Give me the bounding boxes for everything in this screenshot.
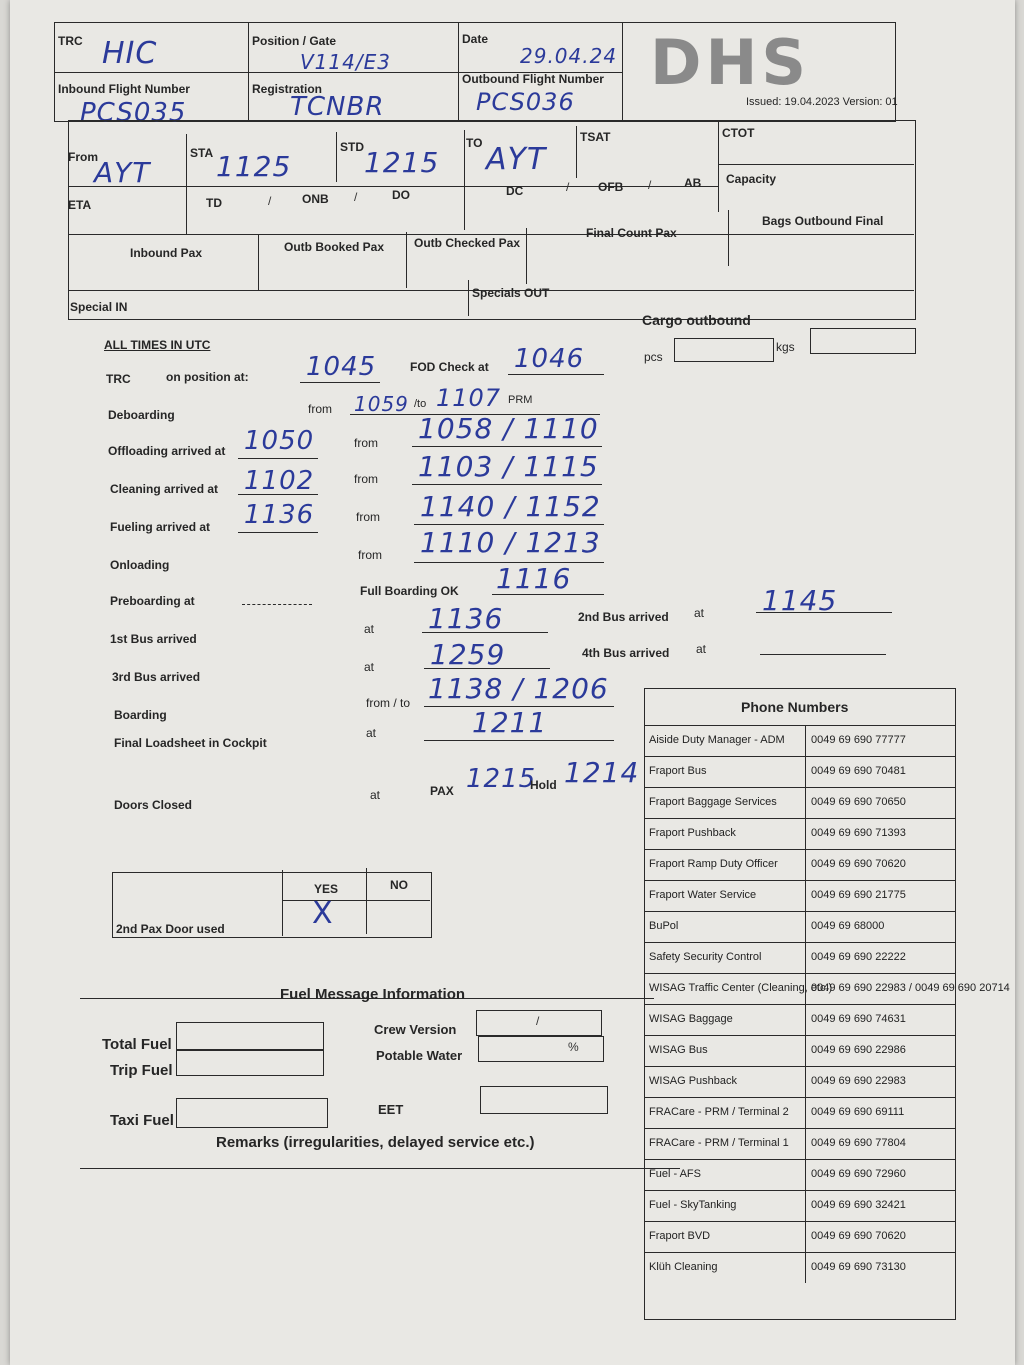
phone-column-divider — [805, 1160, 806, 1190]
phone-contact-number: 0049 69 690 70481 — [811, 765, 906, 777]
phone-column-divider — [805, 1098, 806, 1128]
phone-column-divider — [805, 881, 806, 911]
phone-column-divider — [805, 819, 806, 849]
inbound-pax-label: Inbound Pax — [130, 246, 202, 260]
potable-water-box[interactable] — [478, 1036, 604, 1062]
cleaning-value: 1102 — [244, 466, 315, 496]
pax-value: 1215 — [466, 764, 537, 794]
phone-row — [645, 756, 955, 787]
phone-row — [645, 1190, 955, 1221]
from-label: From — [68, 150, 98, 164]
on-position-label: on position at: — [166, 370, 249, 384]
phone-contact-name: Fraport BVD — [649, 1230, 711, 1242]
all-times-label: ALL TIMES IN UTC — [104, 338, 211, 352]
pax-door-yes-mark[interactable]: X — [312, 896, 334, 931]
phone-row — [645, 1035, 955, 1066]
hold-value: 1214 — [564, 756, 640, 789]
phone-contact-name: Safety Security Control — [649, 951, 762, 963]
deboarding-from-value: 1059 — [354, 392, 409, 416]
phone-column-divider — [805, 1253, 806, 1283]
to-label: TO — [466, 136, 483, 150]
trip-fuel-label: Trip Fuel — [110, 1062, 173, 1079]
dhs-logo: DHS — [650, 26, 811, 99]
phone-row — [645, 973, 1010, 1004]
fueling-from-label: from — [356, 510, 380, 524]
phone-contact-name: WISAG Bus — [649, 1044, 708, 1056]
phone-contact-number: 0049 69 690 32421 — [811, 1199, 906, 1211]
from-value: AYT — [94, 156, 151, 189]
eet-label: EET — [378, 1102, 404, 1117]
phone-contact-name: FRACare - PRM / Terminal 1 — [649, 1137, 789, 1149]
boarding-from-to-label: from / to — [366, 696, 411, 710]
capacity-label: Capacity — [726, 172, 777, 186]
phone-column-divider — [805, 1067, 806, 1097]
onb-label: ONB — [302, 192, 329, 206]
phone-contact-number: 0049 69 690 73130 — [811, 1261, 906, 1273]
std-value: 1215 — [364, 146, 440, 179]
phone-row — [645, 1097, 955, 1128]
phone-contact-number: 0049 69 690 70620 — [811, 858, 906, 870]
phone-row — [645, 880, 955, 911]
fod-value: 1046 — [514, 344, 585, 374]
cargo-pcs-box[interactable] — [674, 338, 774, 362]
phone-title: Phone Numbers — [741, 699, 849, 715]
phone-contact-name: Fraport Pushback — [649, 827, 736, 839]
fueling-label: Fueling arrived at — [110, 520, 211, 534]
loadsheet-at-label: at — [366, 726, 377, 740]
offloading-range: 1058 / 1110 — [418, 412, 599, 445]
trc-label: TRC — [58, 34, 83, 48]
issued-version: Issued: 19.04.2023 Version: 01 — [746, 96, 898, 108]
pax-door-label: 2nd Pax Door used — [116, 922, 225, 936]
phone-contact-number: 0049 69 690 72960 — [811, 1168, 906, 1180]
fueling-value: 1136 — [244, 500, 315, 530]
handling-form — [10, 0, 1015, 1365]
full-boarding-value: 1116 — [496, 562, 572, 595]
trc-value: HIC — [102, 36, 158, 71]
sta-value: 1125 — [216, 150, 292, 183]
phone-row — [645, 787, 955, 818]
date-value: 29.04.24 — [520, 44, 618, 68]
crew-version-label: Crew Version — [374, 1022, 457, 1037]
phone-contact-number: 0049 69 690 77777 — [811, 734, 906, 746]
crew-version-slash: / — [536, 1014, 540, 1028]
phone-contact-name: WISAG Baggage — [649, 1013, 733, 1025]
phone-contact-name: Fraport Ramp Duty Officer — [649, 858, 778, 870]
tsat-label: TSAT — [580, 130, 611, 144]
phone-row — [645, 849, 955, 880]
kgs-label: kgs — [776, 340, 795, 354]
registration-value: TCNBR — [290, 92, 385, 122]
pax-door-yes-label: YES — [314, 882, 339, 896]
phone-contact-number: 0049 69 690 74631 — [811, 1013, 906, 1025]
special-in-label: Special IN — [70, 300, 128, 314]
phone-contact-number: 0049 69 690 22983 / 0049 69 690 20714 — [811, 982, 1010, 994]
potable-water-percent: % — [568, 1040, 579, 1054]
phone-contact-number: 0049 69 690 22222 — [811, 951, 906, 963]
bus2-value: 1145 — [762, 584, 838, 617]
cleaning-range: 1103 / 1115 — [418, 450, 599, 483]
eet-box[interactable] — [480, 1086, 608, 1114]
sta-label: STA — [190, 146, 214, 160]
phone-contact-number: 0049 69 68000 — [811, 920, 885, 932]
ofb-label: OFB — [598, 180, 624, 194]
phone-row — [645, 1004, 955, 1035]
bus2-label: 2nd Bus arrived — [578, 610, 669, 624]
slash-td: / — [268, 194, 272, 208]
deboarding-to-value: 1107 — [436, 384, 502, 412]
final-count-label: Final Count Pax — [586, 226, 677, 240]
pcs-label: pcs — [644, 350, 663, 364]
offloading-value: 1050 — [244, 426, 315, 456]
phone-column-divider — [805, 1191, 806, 1221]
on-position-value: 1045 — [306, 352, 377, 382]
std-label: STD — [340, 140, 364, 154]
onloading-label: Onloading — [110, 558, 170, 572]
phone-row — [645, 1066, 955, 1097]
hold-label: Hold — [530, 778, 557, 792]
phone-contact-name: FRACare - PRM / Terminal 2 — [649, 1106, 789, 1118]
phone-row — [645, 1159, 955, 1190]
phone-row — [645, 1221, 955, 1252]
phone-contact-name: Fraport Water Service — [649, 889, 757, 901]
remarks-label: Remarks (irregularities, delayed service etc.) — [216, 1134, 535, 1151]
bus3-label: 3rd Bus arrived — [112, 670, 201, 684]
ctot-label: CTOT — [722, 126, 755, 140]
onloading-range: 1110 / 1213 — [420, 526, 601, 559]
phone-contact-name: Fuel - SkyTanking — [649, 1199, 737, 1211]
phone-contact-name: BuPol — [649, 920, 679, 932]
phone-row — [645, 725, 955, 756]
offloading-label: Offloading arrived at — [108, 444, 226, 458]
potable-water-label: Potable Water — [376, 1048, 463, 1063]
phone-row — [645, 818, 955, 849]
position-value: V114/E3 — [300, 50, 391, 74]
boarding-value: 1138 / 1206 — [428, 672, 609, 705]
position-label: Position / Gate — [252, 34, 337, 48]
eta-label: ETA — [68, 198, 92, 212]
bags-outbound-label: Bags Outbound Final — [762, 214, 884, 228]
phone-contact-number: 0049 69 690 70620 — [811, 1230, 906, 1242]
trip-fuel-box[interactable] — [176, 1050, 324, 1076]
phone-column-divider — [805, 943, 806, 973]
phone-column-divider — [805, 850, 806, 880]
fuel-title: Fuel Message Information — [280, 986, 466, 1003]
phone-row — [645, 1128, 955, 1159]
phone-table — [644, 688, 1010, 1320]
fod-label: FOD Check at — [410, 360, 489, 374]
phone-contact-number: 0049 69 690 71393 — [811, 827, 906, 839]
boarding-label: Boarding — [114, 708, 167, 722]
phone-contact-name: Aiside Duty Manager - ADM — [649, 734, 785, 746]
fueling-range: 1140 / 1152 — [420, 490, 601, 523]
phone-contact-number: 0049 69 690 70650 — [811, 796, 906, 808]
doors-at-label: at — [370, 788, 381, 802]
ab-label: AB — [684, 176, 702, 190]
do-label: DO — [392, 188, 410, 202]
phone-contact-name: WISAG Traffic Center (Cleaning, etc.) — [649, 982, 833, 994]
to-value: AYT — [486, 142, 547, 177]
pax-label: PAX — [430, 784, 454, 798]
full-boarding-label: Full Boarding OK — [360, 584, 459, 598]
loadsheet-value: 1211 — [472, 706, 548, 739]
loadsheet-label: Final Loadsheet in Cockpit — [114, 736, 267, 750]
date-label: Date — [462, 32, 489, 46]
phone-contact-name: Fuel - AFS — [649, 1168, 701, 1180]
specials-out-label: Specials OUT — [472, 286, 550, 300]
phone-contact-number: 0049 69 690 69111 — [811, 1106, 905, 1118]
phone-contact-name: Fraport Bus — [649, 765, 707, 777]
phone-column-divider — [805, 1129, 806, 1159]
td-label: TD — [206, 196, 222, 210]
bus1-label: 1st Bus arrived — [110, 632, 197, 646]
inbound-label: Inbound Flight Number — [58, 82, 190, 96]
preboarding-label: Preboarding at — [110, 594, 195, 608]
cargo-outbound-label: Cargo outbound — [642, 312, 751, 328]
slash-onb: / — [354, 190, 358, 204]
phone-column-divider — [805, 788, 806, 818]
phone-contact-number: 0049 69 690 22986 — [811, 1044, 906, 1056]
phone-column-divider — [805, 912, 806, 942]
cargo-kgs-box[interactable] — [810, 328, 916, 354]
slash-ofb: / — [648, 178, 652, 192]
bus4-at-label: at — [696, 642, 707, 656]
outbound-value: PCS036 — [476, 88, 575, 116]
offloading-from-label: from — [354, 436, 378, 450]
bus3-at-label: at — [364, 660, 375, 674]
total-fuel-box[interactable] — [176, 1022, 324, 1050]
phone-column-divider — [805, 974, 806, 1004]
phone-column-divider — [805, 757, 806, 787]
deboarding-label: Deboarding — [108, 408, 175, 422]
phone-contact-name: WISAG Pushback — [649, 1075, 738, 1087]
pax-door-no-label: NO — [390, 878, 408, 892]
bus1-at-label: at — [364, 622, 375, 636]
outb-booked-label: Outb Booked Pax — [284, 240, 385, 254]
registration-label: Registration — [252, 82, 323, 96]
bus4-label: 4th Bus arrived — [582, 646, 670, 660]
phone-row — [645, 1252, 955, 1283]
trc-time-label: TRC — [106, 372, 131, 386]
phone-row — [645, 911, 955, 942]
outbound-label: Outbound Flight Number — [462, 72, 604, 86]
cleaning-from-label: from — [354, 472, 378, 486]
phone-contact-number: 0049 69 690 21775 — [811, 889, 906, 901]
deboarding-from-label: from — [308, 402, 332, 416]
prm-label: PRM — [508, 394, 533, 406]
doors-closed-label: Doors Closed — [114, 798, 193, 812]
phone-column-divider — [805, 1005, 806, 1035]
phone-column-divider — [805, 1222, 806, 1252]
onloading-from-label: from — [358, 548, 382, 562]
taxi-fuel-label: Taxi Fuel — [110, 1112, 174, 1129]
phone-column-divider — [805, 726, 806, 756]
inbound-value: PCS035 — [80, 98, 187, 128]
dc-label: DC — [506, 184, 524, 198]
taxi-fuel-box[interactable] — [176, 1098, 328, 1128]
phone-contact-number: 0049 69 690 77804 — [811, 1137, 906, 1149]
bus3-value: 1259 — [430, 638, 506, 671]
total-fuel-label: Total Fuel — [102, 1036, 172, 1053]
phone-contact-name: Klüh Cleaning — [649, 1261, 718, 1273]
deboarding-to-label: /to — [414, 398, 427, 410]
phone-column-divider — [805, 1036, 806, 1066]
phone-row — [645, 942, 955, 973]
bus2-at-label: at — [694, 606, 705, 620]
phone-contact-number: 0049 69 690 22983 — [811, 1075, 906, 1087]
outb-checked-label: Outb Checked Pax — [414, 236, 521, 250]
bus1-value: 1136 — [428, 602, 504, 635]
slash-dc: / — [566, 180, 570, 194]
cleaning-label: Cleaning arrived at — [110, 482, 219, 496]
phone-contact-name: Fraport Baggage Services — [649, 796, 777, 808]
